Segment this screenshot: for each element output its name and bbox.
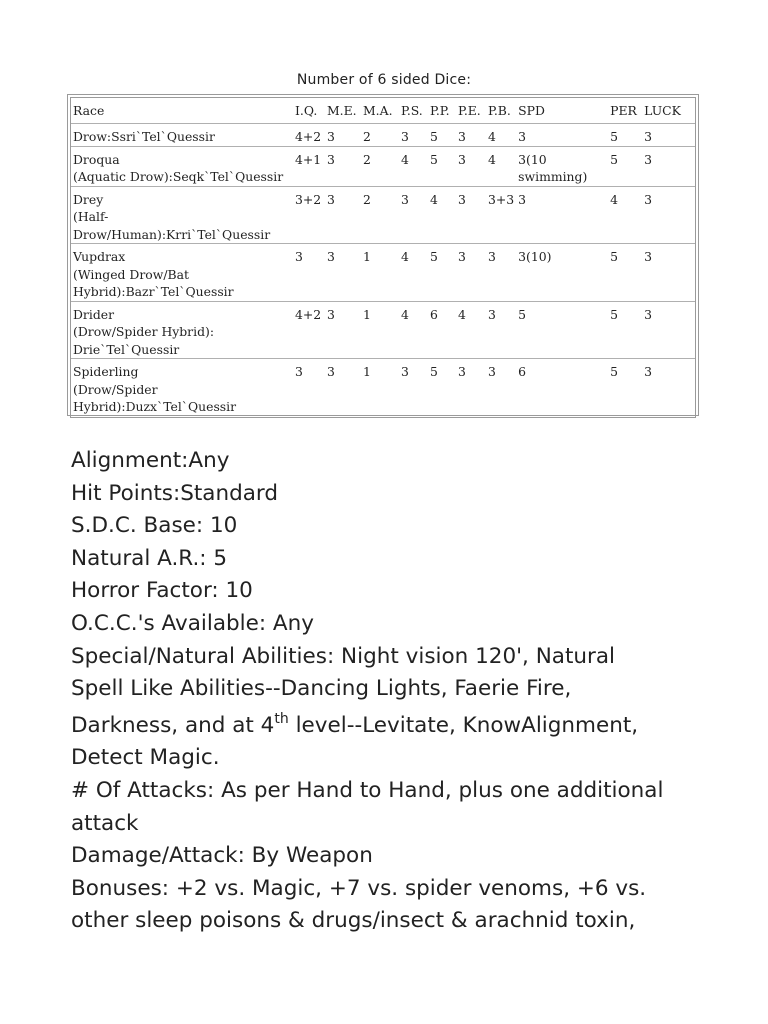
stat-cell: 3 <box>325 147 361 187</box>
stat-cell: 3 <box>295 364 303 379</box>
race-name-cell <box>71 359 293 417</box>
special-abilities-line-1: Special/Natural Abilities: Night vision 120', Natural <box>71 643 616 669</box>
stat-cell: 5 <box>430 364 438 379</box>
header-ps: P.S. <box>399 98 428 124</box>
header-pe: P.E. <box>456 98 486 124</box>
special-abilities-line-2: Spell Like Abilities--Dancing Lights, Faerie Fire, <box>71 676 572 702</box>
stat-cell: 3 <box>325 302 361 360</box>
stat-cell: 5 <box>608 302 642 360</box>
stat-cell: 4 <box>486 147 516 187</box>
table-body <box>71 124 695 417</box>
race-name-line: Drie`Tel`Quessir <box>73 341 180 357</box>
hit-points-text: Hit Points:Standard <box>71 480 279 506</box>
attacks-line-1: # Of Attacks: As per Hand to Hand, plus one additional <box>71 777 664 803</box>
bonuses-line-2: other sleep poisons & drugs/insect & arachnid toxin, <box>71 908 636 934</box>
stat-cell: 3 <box>642 187 695 245</box>
attacks-line-2: attack <box>71 810 139 836</box>
header-luck: LUCK <box>642 98 695 124</box>
stat-cell: 3 <box>456 244 486 302</box>
stat-cell: 4 <box>428 187 456 245</box>
stat-cell: 3 <box>488 364 496 379</box>
ordinal-superscript: th <box>274 710 289 727</box>
stat-cell: 3 <box>486 244 516 302</box>
race-name-cell <box>71 244 293 302</box>
stat-cell: 3 <box>642 302 695 360</box>
header-pb: P.B. <box>486 98 516 124</box>
occ-available-text: O.C.C.'s Available: Any <box>71 610 314 636</box>
stat-cell: 4 <box>608 187 642 245</box>
stats-table-frame <box>67 94 699 416</box>
stat-cell: 3 <box>642 244 695 302</box>
race-name-line: Drey <box>73 191 104 207</box>
natural-ar-text: Natural A.R.: 5 <box>71 545 228 571</box>
table-caption: Number of 6 sided Dice: <box>296 72 472 88</box>
header-iq: I.Q. <box>293 98 325 124</box>
special-abilities-line-4: Detect Magic. <box>71 745 220 771</box>
stat-cell: 5 <box>610 364 619 379</box>
stat-cell: 1 <box>361 302 399 360</box>
stat-cell: 3 <box>486 302 516 360</box>
race-description <box>71 445 711 938</box>
race-name-cell <box>71 124 293 147</box>
bonuses-line-1: Bonuses: +2 vs. Magic, +7 vs. spider venoms, +6 vs. <box>71 875 647 901</box>
stat-cell: 3 <box>325 187 361 245</box>
stat-cell: 3 <box>293 244 325 302</box>
stat-cell: 3 <box>516 187 608 245</box>
stat-cell: 2 <box>361 124 399 147</box>
race-name-line: Drow/Human):Krri`Tel`Quessir <box>73 226 271 242</box>
stat-cell: 2 <box>361 147 399 187</box>
race-name-line: Hybrid):Duzx`Tel`Quessir <box>73 399 237 414</box>
stat-cell: 3 <box>456 187 486 245</box>
stat-cell: 5 <box>428 147 456 187</box>
stat-cell: 4 <box>399 302 428 360</box>
race-name-line: (Half- <box>73 209 109 224</box>
stat-cell: 5 <box>608 124 642 147</box>
header-ma: M.A. <box>361 98 399 124</box>
table-row <box>71 124 695 147</box>
stat-cell: 5 <box>608 244 642 302</box>
stat-cell: 3 <box>642 124 695 147</box>
race-name-line: Spiderling <box>73 364 139 379</box>
race-name-line: (Aquatic Drow):Seqk`Tel`Quessir <box>73 169 284 184</box>
stat-cell: 3(10 swimming) <box>516 147 608 187</box>
stat-cell: 3(10) <box>516 244 608 302</box>
race-name-line: (Drow/Spider <box>73 381 158 397</box>
stat-cell: 3 <box>456 147 486 187</box>
stat-cell: 3+3 <box>486 187 516 245</box>
special-abilities-line-3 <box>71 710 711 743</box>
table-row <box>71 302 695 360</box>
stat-cell: 1 <box>363 364 371 379</box>
race-name-line: (Drow/Spider Hybrid): <box>73 324 215 339</box>
stat-cell: 3 <box>456 124 486 147</box>
stat-cell: 3 <box>516 124 608 147</box>
stat-cell: 3 <box>327 364 335 379</box>
race-name-line: Droqua <box>73 151 120 167</box>
stat-cell: 4+2 <box>293 302 325 360</box>
stat-cell: 3 <box>644 364 653 379</box>
race-name-line: Hybrid):Bazr`Tel`Quessir <box>73 284 234 299</box>
header-pp: P.P. <box>428 98 456 124</box>
race-name-line: Drider <box>73 306 115 322</box>
table-row <box>71 359 695 417</box>
race-name-line: Drow:Ssri`Tel`Quessir <box>73 129 215 144</box>
table-row <box>71 187 695 245</box>
stat-cell: 1 <box>361 244 399 302</box>
stat-cell: 4 <box>486 124 516 147</box>
stat-cell: 6 <box>518 364 527 379</box>
race-name-line: Vupdrax <box>73 249 126 264</box>
alignment-text: Alignment:Any <box>71 448 230 473</box>
stat-cell: 3 <box>325 124 361 147</box>
special-line-3-pre: Darkness, and at 4 <box>71 712 275 738</box>
header-per: PER <box>608 98 642 124</box>
stat-cell: 3 <box>399 124 428 147</box>
damage-text: Damage/Attack: By Weapon <box>71 843 373 869</box>
race-name-cell <box>71 147 293 187</box>
stat-cell: 3 <box>325 244 361 302</box>
stat-cell: 4 <box>399 147 428 187</box>
stat-cell: 3 <box>458 364 466 379</box>
table-header-row <box>71 98 695 124</box>
stat-cell: 5 <box>428 244 456 302</box>
header-spd: SPD <box>516 98 608 124</box>
race-name-cell <box>71 302 293 360</box>
race-name-cell <box>71 187 293 245</box>
stat-cell: 3+2 <box>293 187 325 245</box>
stat-cell: 4 <box>399 244 428 302</box>
stat-cell: 3 <box>642 147 695 187</box>
stat-cell: 2 <box>361 187 399 245</box>
stat-cell: 5 <box>608 147 642 187</box>
horror-factor-text: Horror Factor: 10 <box>71 578 253 604</box>
stat-cell: 5 <box>428 124 456 147</box>
header-race: Race <box>71 98 293 124</box>
stat-cell: 4+1 <box>293 147 325 187</box>
sdc-base-text: S.D.C. Base: 10 <box>71 513 238 539</box>
stat-cell: 3 <box>399 187 428 245</box>
stat-cell: 3 <box>401 364 409 379</box>
header-me: M.E. <box>325 98 361 124</box>
table-row <box>71 147 695 187</box>
table-row <box>71 244 695 302</box>
special-line-3-post: level--Levitate, KnowAlignment, <box>288 712 639 738</box>
stat-cell: 4+2 <box>293 124 325 147</box>
stat-cell: 6 <box>428 302 456 360</box>
race-stats-table <box>70 97 696 418</box>
race-name-line: (Winged Drow/Bat <box>73 266 189 282</box>
stat-cell: 5 <box>516 302 608 360</box>
stat-cell: 4 <box>456 302 486 360</box>
